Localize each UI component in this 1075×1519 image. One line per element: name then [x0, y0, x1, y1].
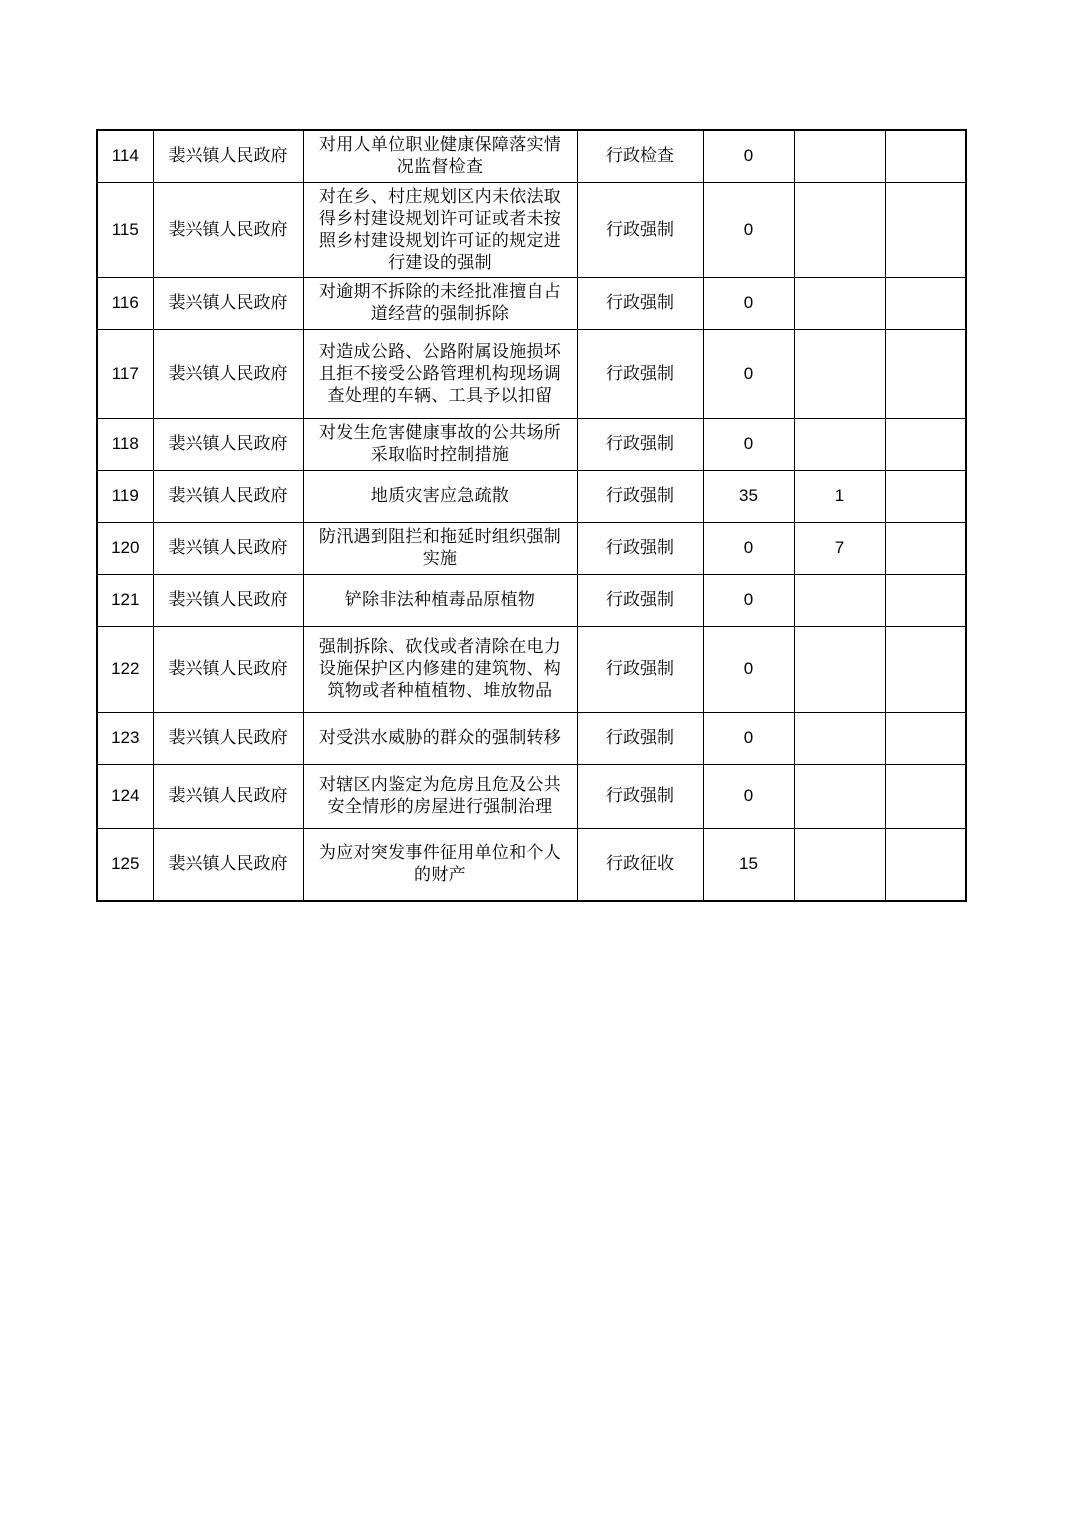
count-cell-2 [794, 764, 885, 828]
table-body [97, 130, 966, 901]
row-number: 114 [97, 130, 153, 182]
count-cell-1: 35 [703, 470, 794, 522]
agency-cell: 裴兴镇人民政府 [153, 574, 303, 626]
count-cell-1: 0 [703, 626, 794, 712]
count-cell-1: 0 [703, 418, 794, 470]
category-cell: 行政强制 [577, 418, 703, 470]
count-cell-3 [885, 712, 966, 764]
count-cell-2 [794, 277, 885, 329]
count-cell-3 [885, 522, 966, 574]
count-cell-3 [885, 418, 966, 470]
count-cell-3 [885, 574, 966, 626]
table-row [97, 828, 966, 901]
category-cell: 行政检查 [577, 130, 703, 182]
count-cell-1: 0 [703, 712, 794, 764]
count-cell-3 [885, 470, 966, 522]
table-row [97, 470, 966, 522]
count-cell-1: 0 [703, 764, 794, 828]
category-cell: 行政强制 [577, 329, 703, 418]
count-cell-1: 0 [703, 574, 794, 626]
count-cell-3 [885, 277, 966, 329]
category-cell: 行政强制 [577, 522, 703, 574]
table-row [97, 522, 966, 574]
item-description-cell: 对逾期不拆除的未经批准擅自占道经营的强制拆除 [303, 277, 577, 329]
category-cell: 行政征收 [577, 828, 703, 901]
agency-cell: 裴兴镇人民政府 [153, 130, 303, 182]
count-cell-1: 15 [703, 828, 794, 901]
count-cell-2 [794, 712, 885, 764]
category-cell: 行政强制 [577, 182, 703, 277]
table-row [97, 329, 966, 418]
agency-cell: 裴兴镇人民政府 [153, 418, 303, 470]
agency-cell: 裴兴镇人民政府 [153, 277, 303, 329]
item-description-cell: 对用人单位职业健康保障落实情况监督检查 [303, 130, 577, 182]
count-cell-3 [885, 764, 966, 828]
table-row [97, 277, 966, 329]
agency-cell: 裴兴镇人民政府 [153, 828, 303, 901]
item-description-cell: 对受洪水威胁的群众的强制转移 [303, 712, 577, 764]
row-number: 120 [97, 522, 153, 574]
item-description-cell: 地质灾害应急疏散 [303, 470, 577, 522]
enforcement-table [96, 129, 967, 902]
count-cell-1: 0 [703, 182, 794, 277]
count-cell-3 [885, 626, 966, 712]
item-description-cell: 对在乡、村庄规划区内未依法取得乡村建设规划许可证或者未按照乡村建设规划许可证的规定进行建设的强制 [303, 182, 577, 277]
item-description-cell: 强制拆除、砍伐或者清除在电力设施保护区内修建的建筑物、构筑物或者种植植物、堆放物品 [303, 626, 577, 712]
item-description-cell: 铲除非法种植毒品原植物 [303, 574, 577, 626]
count-cell-3 [885, 130, 966, 182]
table-row [97, 574, 966, 626]
count-cell-2 [794, 182, 885, 277]
count-cell-2: 1 [794, 470, 885, 522]
row-number: 122 [97, 626, 153, 712]
count-cell-1: 0 [703, 329, 794, 418]
row-number: 123 [97, 712, 153, 764]
count-cell-2: 7 [794, 522, 885, 574]
row-number: 115 [97, 182, 153, 277]
count-cell-2 [794, 418, 885, 470]
count-cell-3 [885, 329, 966, 418]
agency-cell: 裴兴镇人民政府 [153, 626, 303, 712]
count-cell-2 [794, 574, 885, 626]
category-cell: 行政强制 [577, 712, 703, 764]
item-description-cell: 防汛遇到阻拦和拖延时组织强制实施 [303, 522, 577, 574]
agency-cell: 裴兴镇人民政府 [153, 329, 303, 418]
row-number: 117 [97, 329, 153, 418]
table-row [97, 130, 966, 182]
row-number: 116 [97, 277, 153, 329]
count-cell-2 [794, 329, 885, 418]
table-row [97, 626, 966, 712]
count-cell-2 [794, 130, 885, 182]
count-cell-3 [885, 828, 966, 901]
count-cell-1: 0 [703, 130, 794, 182]
table-row [97, 764, 966, 828]
category-cell: 行政强制 [577, 626, 703, 712]
row-number: 121 [97, 574, 153, 626]
category-cell: 行政强制 [577, 764, 703, 828]
agency-cell: 裴兴镇人民政府 [153, 522, 303, 574]
row-number: 124 [97, 764, 153, 828]
table-row [97, 182, 966, 277]
category-cell: 行政强制 [577, 574, 703, 626]
agency-cell: 裴兴镇人民政府 [153, 182, 303, 277]
count-cell-3 [885, 182, 966, 277]
agency-cell: 裴兴镇人民政府 [153, 712, 303, 764]
table-row [97, 418, 966, 470]
row-number: 125 [97, 828, 153, 901]
agency-cell: 裴兴镇人民政府 [153, 470, 303, 522]
count-cell-1: 0 [703, 277, 794, 329]
agency-cell: 裴兴镇人民政府 [153, 764, 303, 828]
table-row [97, 712, 966, 764]
row-number: 118 [97, 418, 153, 470]
item-description-cell: 对造成公路、公路附属设施损坏且拒不接受公路管理机构现场调查处理的车辆、工具予以扣留 [303, 329, 577, 418]
category-cell: 行政强制 [577, 277, 703, 329]
count-cell-2 [794, 626, 885, 712]
item-description-cell: 对发生危害健康事故的公共场所采取临时控制措施 [303, 418, 577, 470]
category-cell: 行政强制 [577, 470, 703, 522]
count-cell-1: 0 [703, 522, 794, 574]
item-description-cell: 为应对突发事件征用单位和个人的财产 [303, 828, 577, 901]
row-number: 119 [97, 470, 153, 522]
item-description-cell: 对辖区内鉴定为危房且危及公共安全情形的房屋进行强制治理 [303, 764, 577, 828]
count-cell-2 [794, 828, 885, 901]
